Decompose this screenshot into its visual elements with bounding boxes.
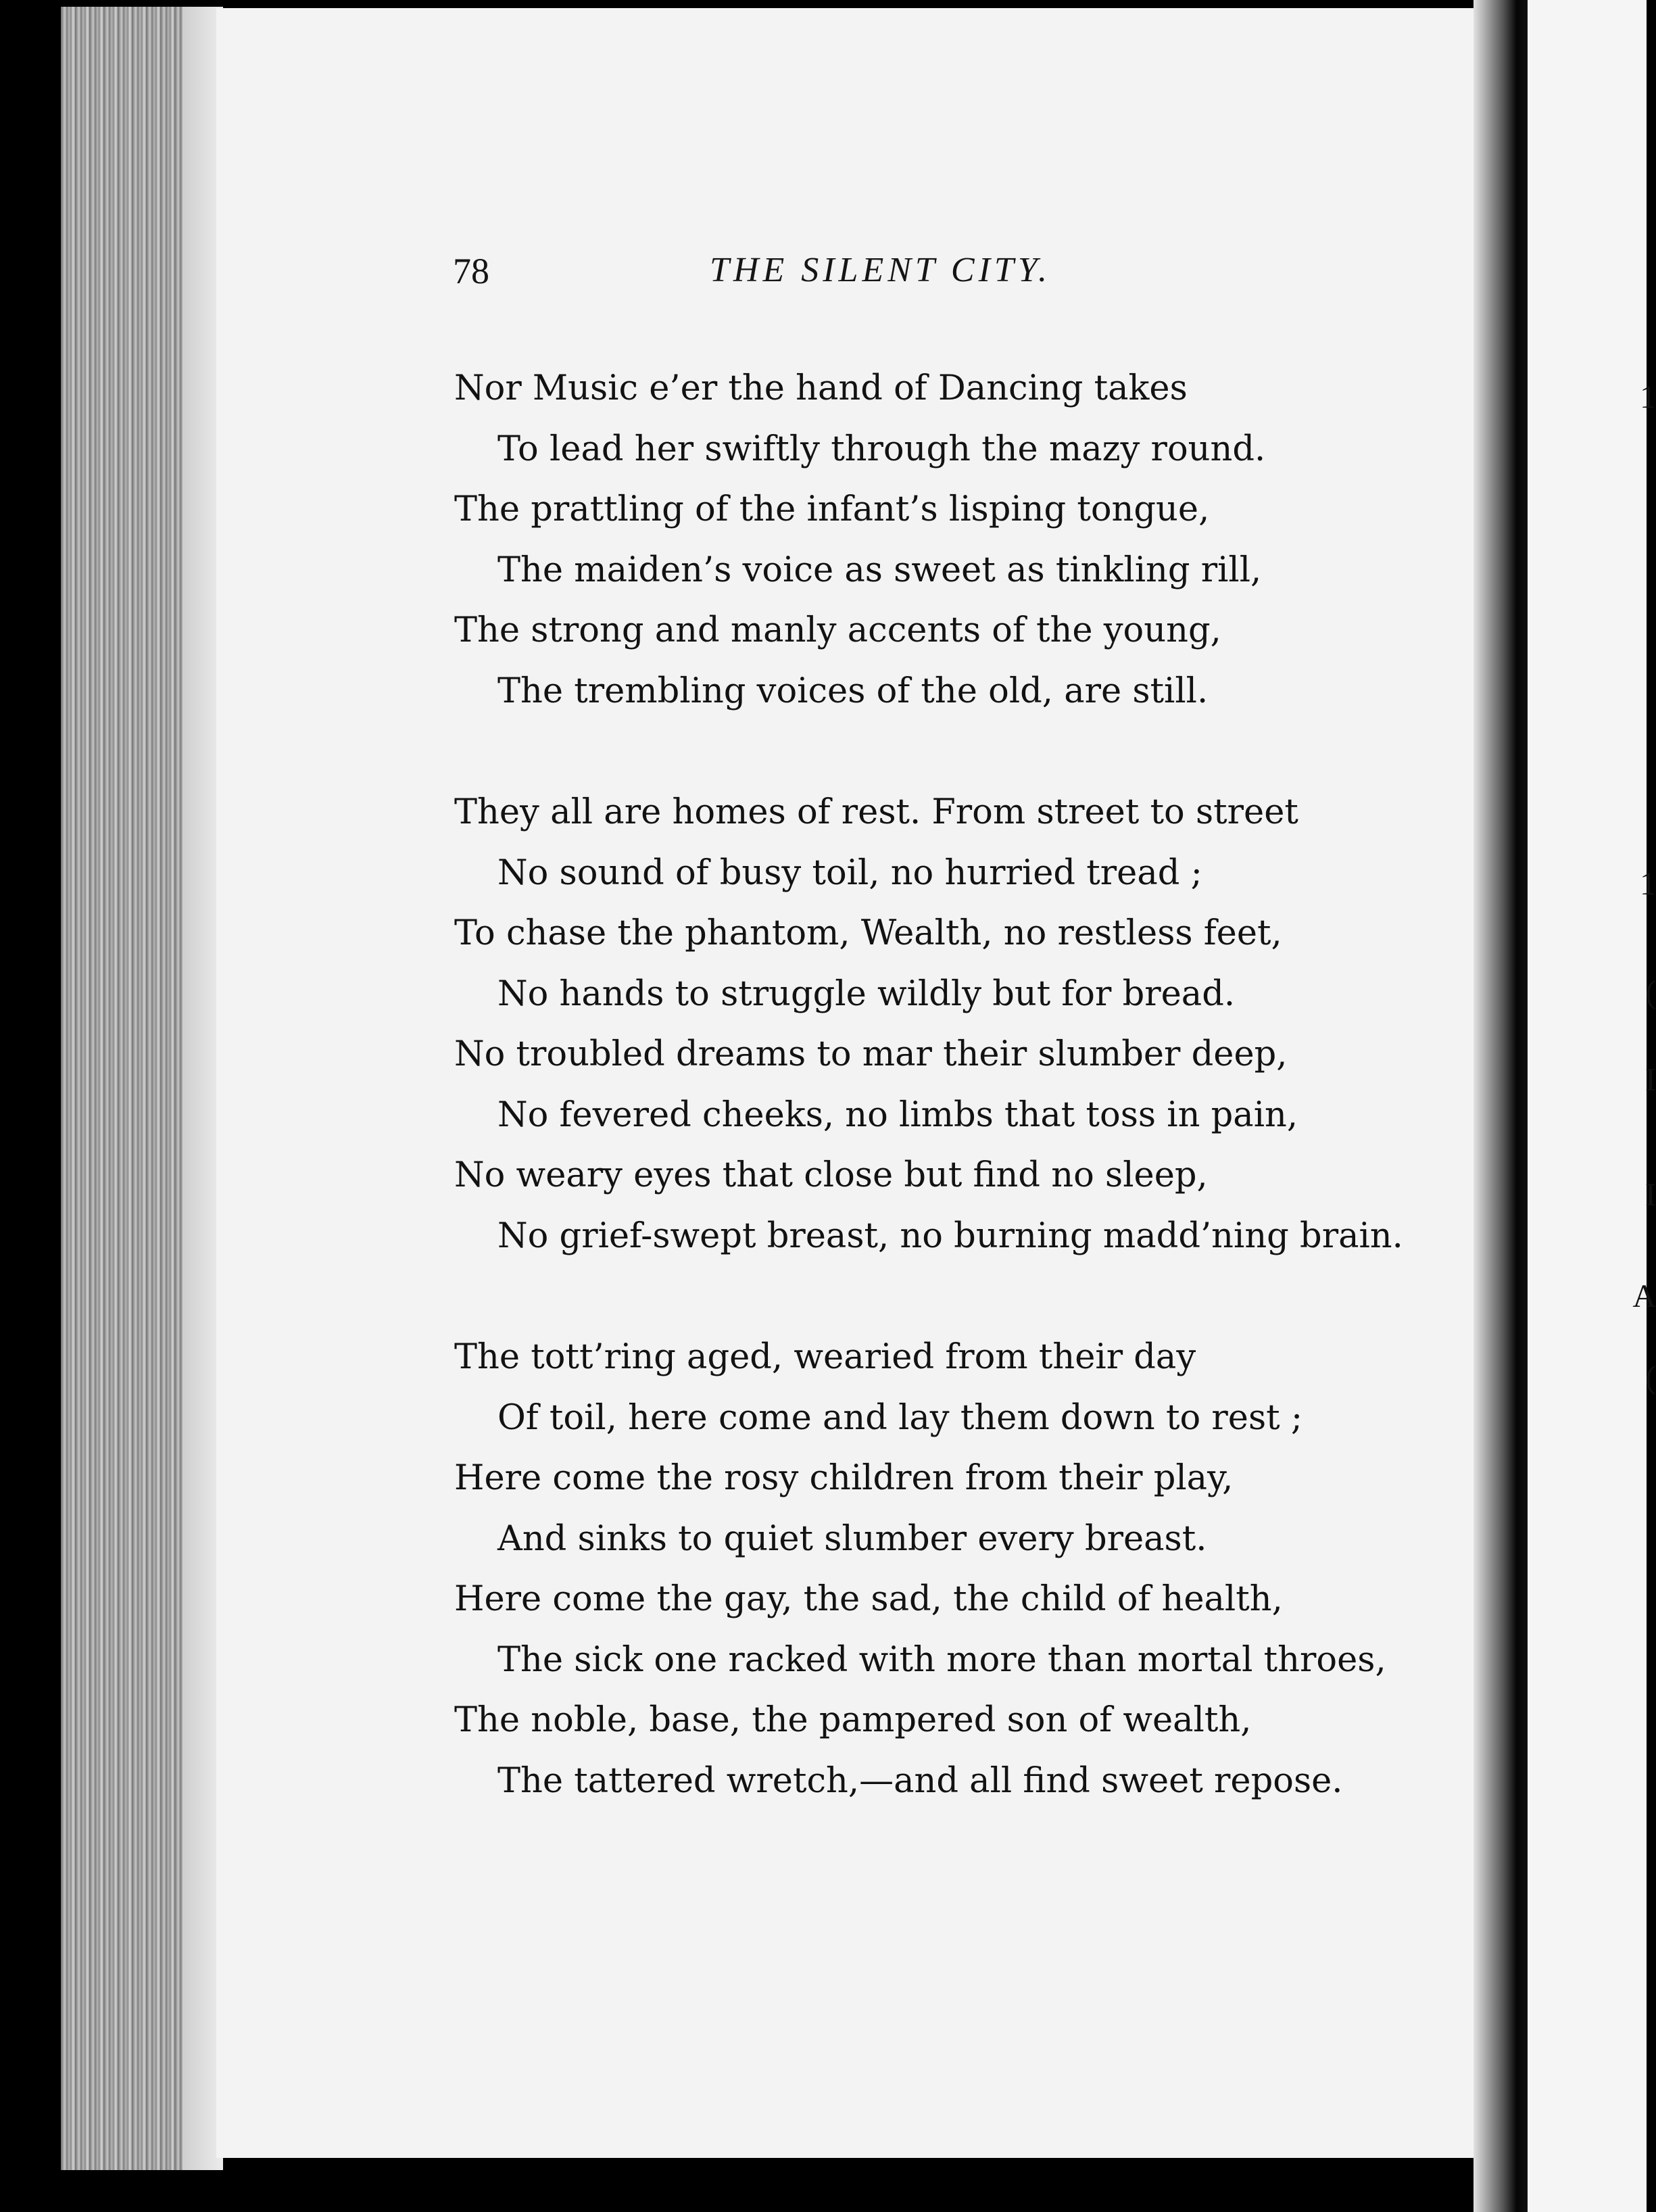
poem-line: The maiden’s voice as sweet as tinkling rill, — [497, 550, 1262, 590]
page-header — [453, 250, 1467, 318]
adjacent-page-edge-char: 1 — [1640, 866, 1656, 902]
poem-line: The strong and manly accents of the young, — [454, 610, 1221, 650]
poem-line: They all are homes of rest. From street to street — [454, 792, 1298, 832]
stanza — [454, 782, 1468, 1266]
poem-text — [454, 358, 1468, 1872]
poem-line: The prattling of the infant’s lisping tongue, — [454, 489, 1210, 529]
adjacent-page-sliver — [1528, 0, 1656, 2212]
adjacent-page-edge-char: I — [1645, 1062, 1656, 1098]
poem-line: Nor Music e’er the hand of Dancing takes — [454, 368, 1188, 408]
poem-line: The trembling voices of the old, are still. — [497, 671, 1209, 711]
poem-line: No hands to struggle wildly but for bread. — [497, 973, 1236, 1014]
stanza — [454, 1327, 1468, 1811]
book-gutter-shadow — [1474, 0, 1528, 2212]
poem-line: No grief-swept breast, no burning madd’ning brain. — [497, 1216, 1403, 1256]
poem-line: The noble, base, the pampered son of wealth, — [454, 1700, 1252, 1740]
poem-line: No weary eyes that close but find no sleep, — [454, 1155, 1208, 1195]
poem-line: No troubled dreams to mar their slumber deep, — [454, 1034, 1288, 1074]
poem-line: The tattered wretch,—and all find sweet repose. — [497, 1760, 1343, 1801]
page-number: 78 — [453, 251, 489, 291]
adjacent-page-edge-char: 1 — [1640, 379, 1656, 415]
poem-line: Of toil, here come and lay them down to rest ; — [497, 1397, 1303, 1438]
poem-line: The tott’ring aged, wearied from their day — [454, 1337, 1196, 1377]
poem-line: Here come the rosy children from their play, — [454, 1458, 1234, 1498]
stanza — [454, 358, 1468, 721]
adjacent-page-edge-char: ( — [1645, 974, 1656, 1010]
poem-line: And sinks to quiet slumber every breast. — [497, 1518, 1207, 1559]
running-title: THE SILENT CITY. — [710, 251, 1051, 289]
adjacent-page-edge-char: I — [1645, 1177, 1656, 1213]
adjacent-page-edge-char: ( — [1645, 1360, 1656, 1395]
poem-line: The sick one racked with more than mortal throes, — [497, 1639, 1386, 1680]
poem-line: To chase the phantom, Wealth, no restless feet, — [454, 913, 1282, 953]
poem-line: No fevered cheeks, no limbs that toss in pain, — [497, 1095, 1298, 1135]
stacked-page-edges — [61, 7, 223, 2170]
adjacent-page-edge-char: A — [1632, 1278, 1656, 1314]
poem-line: Here come the gay, the sad, the child of health, — [454, 1579, 1283, 1619]
poem-line: No sound of busy toil, no hurried tread ; — [497, 852, 1202, 893]
poem-line: To lead her swiftly through the mazy round. — [497, 429, 1266, 469]
